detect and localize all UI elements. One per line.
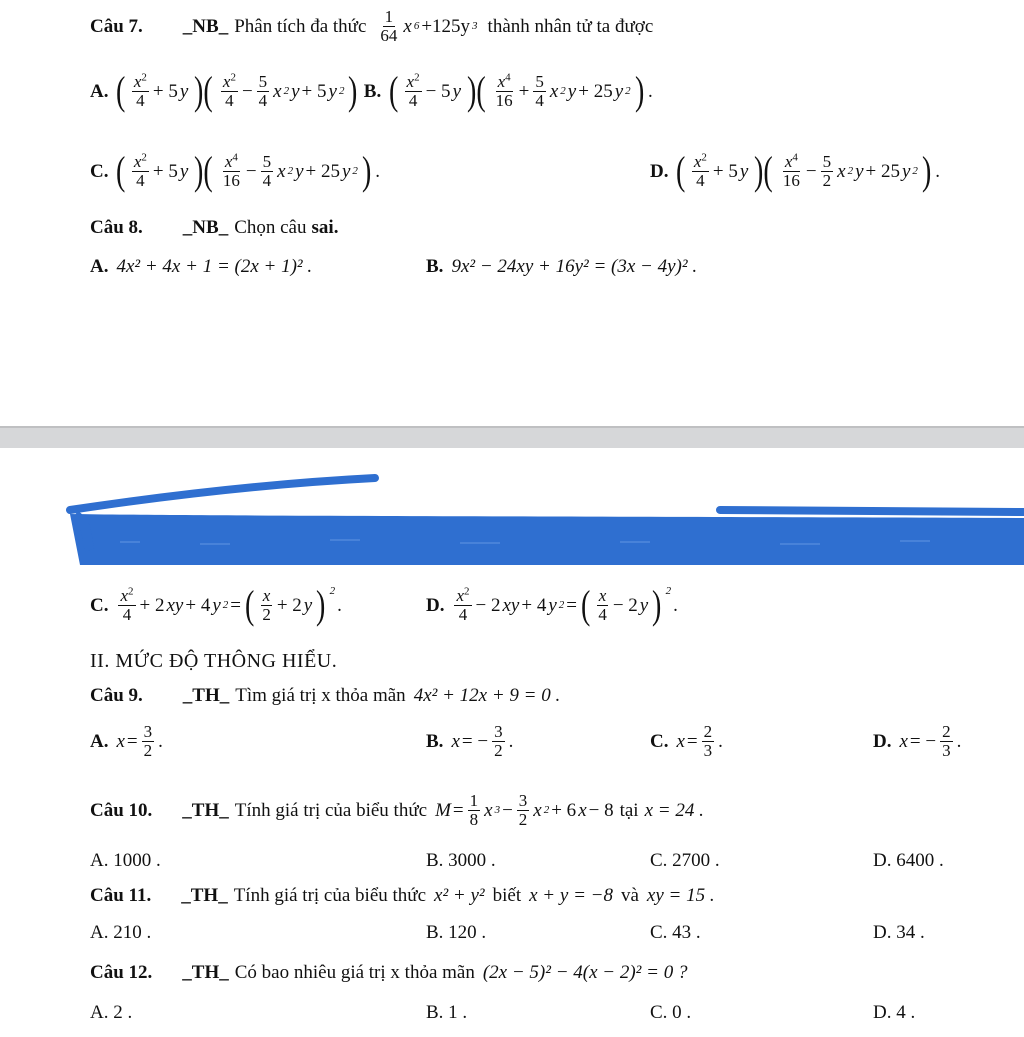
q12-option-d[interactable] <box>873 1000 915 1024</box>
q9-label: Câu 9. <box>90 684 143 706</box>
q12-text: Có bao nhiêu giá trị x thỏa mãn <box>234 961 475 983</box>
q10-stem <box>90 784 704 836</box>
q11-option-b[interactable] <box>426 920 486 944</box>
q10-option-b[interactable] <box>426 848 496 872</box>
q11-text-and: và <box>620 884 639 906</box>
q12-option-a[interactable] <box>90 1000 132 1024</box>
option-d-label: D. <box>873 730 892 752</box>
q12-c-text: C. 0 . <box>650 1001 692 1023</box>
q10-b-text: B. 3000 . <box>426 849 496 871</box>
q7-tag: _NB_ <box>182 15 229 37</box>
q12-option-b[interactable] <box>426 1000 467 1024</box>
q9-d-expression: x = − $\frac{2}{3}$ . <box>899 721 962 760</box>
q11-condition-2: xy = 15 . <box>646 884 715 906</box>
q9-c-expression: x = $\frac{2}{3}$ . <box>676 721 723 760</box>
option-a-label: A. <box>90 730 109 752</box>
q10-a-text: A. 1000 . <box>90 849 161 871</box>
q7-b-expression: ( $\frac{x^2}{4}$ − 5 y )( $\frac{x^4}{16}$ + $\frac{5}{4}$ x 2 y + 25 y 2 ) . <box>389 68 653 113</box>
q10-option-d[interactable] <box>873 848 944 872</box>
q8-option-d[interactable] <box>426 578 678 632</box>
option-d-label: D. <box>650 160 669 182</box>
q7-option-a[interactable] <box>90 64 653 118</box>
q8-b-expression: 9x² − 24xy + 16y² = (3x − 4y)² . <box>451 255 698 277</box>
q11-b-text: B. 120 . <box>426 921 487 943</box>
option-b-label: B. <box>426 730 444 752</box>
q9-option-b[interactable] <box>426 714 513 768</box>
q10-c-text: C. 2700 . <box>650 849 720 871</box>
option-d-label: D. <box>426 594 445 616</box>
page-separator <box>0 428 1024 448</box>
q8-d-expression: $\frac{x^2}{4}$ − 2 xy + 4 y 2 = ( $\frac{x}{4}$ − 2 y ) $^2$ . <box>456 582 678 627</box>
q11-c-text: C. 43 . <box>650 921 701 943</box>
q12-a-text: A. 2 . <box>90 1001 133 1023</box>
q7-stem <box>90 6 653 46</box>
q12-d-text: D. 4 . <box>873 1001 916 1023</box>
q8-option-b[interactable] <box>426 252 697 280</box>
q9-b-expression: x = − $\frac{3}{2}$ . <box>451 721 514 760</box>
q10-label: Câu 10. <box>90 799 153 821</box>
q9-tag: _TH_ <box>182 684 230 706</box>
q7-option-c[interactable] <box>90 144 380 198</box>
q12-expression: (2x − 5)² − 4(x − 2)² = 0 ? <box>482 961 688 983</box>
q10-d-text: D. 6400 . <box>873 849 944 871</box>
q11-option-d[interactable] <box>873 920 925 944</box>
q7-d-expression: ( $\frac{x^2}{4}$ + 5 y )( $\frac{x^4}{16}$ − $\frac{5}{2}$ x 2 y + 25 y 2 ) . <box>676 148 940 193</box>
q11-option-c[interactable] <box>650 920 701 944</box>
q8-tag: _NB_ <box>182 216 229 238</box>
q11-condition-1: x + y = −8 <box>529 884 613 906</box>
q12-label: Câu 12. <box>90 961 153 983</box>
q8-c-expression: $\frac{x^2}{4}$ + 2 xy + 4 y 2 = ( $\frac{x}{2}$ + 2 y ) $^2$ . <box>120 582 342 627</box>
q8-stem: Câu 8. _NB_ Chọn câu sai . <box>90 216 339 238</box>
q8-text: Chọn câu <box>234 216 307 238</box>
option-c-label: C. <box>90 160 109 182</box>
option-c-label: C. <box>90 594 109 616</box>
q8-text-bold: sai <box>311 216 334 238</box>
option-c-label: C. <box>650 730 669 752</box>
option-a-label: A. <box>90 80 109 102</box>
option-b-label: B. <box>426 255 444 277</box>
q9-option-c[interactable] <box>650 714 723 768</box>
q9-expression: 4x² + 12x + 9 = 0 . <box>413 684 561 706</box>
q8-option-c[interactable] <box>90 578 342 632</box>
q12-option-c[interactable] <box>650 1000 691 1024</box>
q7-text-after: thành nhân tử ta được <box>487 15 654 37</box>
q11-expression: x² + y² <box>434 884 485 906</box>
section-heading: II. MỨC ĐỘ THÔNG HIỂU. <box>90 650 338 672</box>
q12-b-text: B. 1 . <box>426 1001 468 1023</box>
q11-tag: _TH_ <box>181 884 228 906</box>
q11-label: Câu 11. <box>90 884 152 906</box>
q7-c-expression: ( $\frac{x^2}{4}$ + 5 y )( $\frac{x^4}{16}$ − $\frac{5}{4}$ x 2 y + 25 y 2 ) . <box>116 148 380 193</box>
q8-a-expression: 4x² + 4x + 1 = (2x + 1)² . <box>116 255 313 277</box>
q9-text: Tìm giá trị x thỏa mãn <box>235 684 406 706</box>
q7-label: Câu 7. <box>90 15 143 37</box>
q7-option-d[interactable] <box>650 144 940 198</box>
q10-expression: M = $\frac{1}{8}$ x 3 − $\frac{3}{2}$ x 2 + 6 x − 8 <box>435 790 614 829</box>
q9-a-expression: x = $\frac{3}{2}$ . <box>116 721 163 760</box>
q11-d-text: D. 34 . <box>873 921 925 943</box>
q11-text: Tính giá trị của biểu thức <box>233 884 427 906</box>
q10-text: Tính giá trị của biểu thức <box>234 799 428 821</box>
q9-stem <box>90 682 560 708</box>
q10-text-at: tại <box>619 799 639 821</box>
q8-option-a[interactable] <box>90 252 312 280</box>
q11-a-text: A. 210 . <box>90 921 152 943</box>
q12-stem <box>90 958 687 986</box>
q9-option-d[interactable] <box>873 714 961 768</box>
q11-text-mid: biết <box>492 884 522 906</box>
q10-tag: _TH_ <box>182 799 229 821</box>
blue-scribble-overlay <box>0 470 1024 570</box>
q10-option-c[interactable] <box>650 848 720 872</box>
q10-option-a[interactable] <box>90 848 161 872</box>
q9-option-a[interactable] <box>90 714 163 768</box>
q11-option-a[interactable] <box>90 920 151 944</box>
q12-tag: _TH_ <box>182 961 229 983</box>
q8-label: Câu 8. <box>90 216 143 238</box>
q7-expression: $\frac{1}{64}$ x 6 +125y 3 <box>380 6 478 45</box>
q11-stem <box>90 882 715 908</box>
q7-text: Phân tích đa thức <box>234 15 367 37</box>
q7-a-expression: ( $\frac{x^2}{4}$ + 5 y )( $\frac{x^2}{4}$ − $\frac{5}{4}$ x 2 y + 5 y 2 ) <box>116 68 358 113</box>
q10-at-expression: x = 24 . <box>644 799 704 821</box>
option-a-label: A. <box>90 255 109 277</box>
option-b-label: B. <box>363 80 382 102</box>
